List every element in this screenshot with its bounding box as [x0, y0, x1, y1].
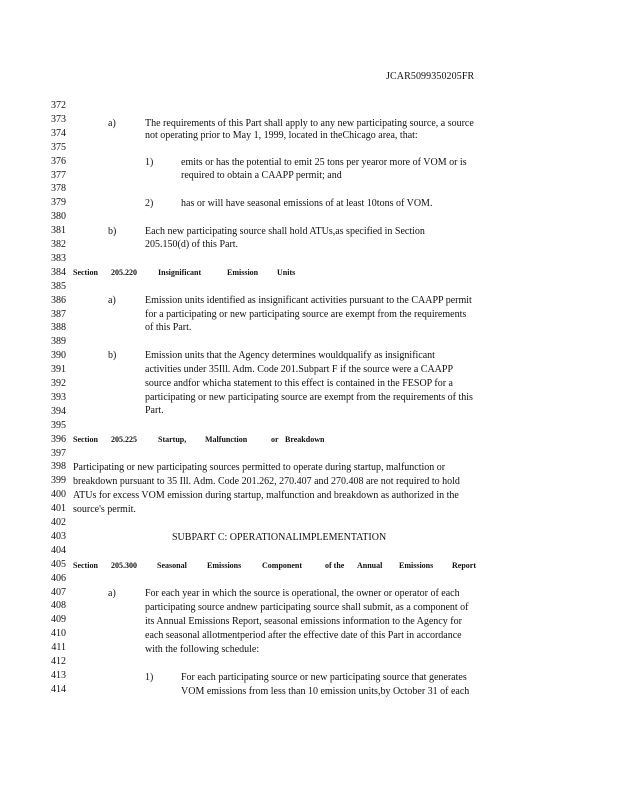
item-marker: b) [108, 226, 117, 237]
item-marker: a) [108, 588, 116, 599]
line-number: 400 [51, 489, 66, 501]
paragraph-line: of this Part. [145, 322, 192, 333]
line-number: 394 [51, 405, 66, 417]
section-title-word: Seasonal [157, 561, 187, 570]
line-number: 381 [51, 225, 66, 237]
section-title-word: Emission [227, 268, 259, 277]
section-title-word: of the [325, 561, 345, 570]
line-number: 412 [51, 656, 66, 667]
paragraph-line: 205.150(d) of this Part. [145, 239, 239, 250]
line-number: 385 [51, 280, 66, 292]
line-number: 393 [51, 391, 66, 403]
line-number: 376 [51, 155, 66, 167]
paragraph-line: The requirements of this Part shall apply to any new participating source, a source [145, 118, 474, 129]
line-number: 387 [51, 308, 66, 320]
paragraph-line: Participating or new participating sources permitted to operate during startup, malfunction or [73, 462, 446, 473]
paragraph-line: source andfor whicha statement to this effect is contained in the FESOP for a [145, 378, 453, 389]
section-title-word: Emissions [207, 561, 242, 570]
line-number: 388 [51, 322, 66, 334]
line-number: 405 [51, 558, 66, 570]
line-number: 391 [51, 364, 66, 376]
paragraph-line: for a participating or new participating source are exempt from the requirements [145, 309, 467, 320]
paragraph-line: participating or new participating source are exempt from the requirements of this [145, 392, 473, 403]
line-number: 401 [51, 503, 66, 515]
line-number: 403 [51, 530, 66, 542]
paragraph-line: activities under 35Ill. Adm. Code 201.Subpart F if the source were a CAAPP [145, 364, 454, 375]
item-marker: 1) [145, 157, 154, 168]
paragraph-line: participating source andnew participating source shall submit, as a component of [145, 602, 469, 613]
section-title-word: Report [452, 561, 476, 570]
paragraph-line: For each year in which the source is operational, the owner or operator of each [145, 588, 460, 599]
line-number: 380 [51, 211, 66, 223]
paragraph-line: each seasonal allotmentperiod after the effective date of this Part in accordance [145, 630, 462, 641]
paragraph-line: with the following schedule: [145, 644, 260, 655]
line-number: 374 [51, 127, 66, 139]
section-title-word: Startup, [158, 435, 187, 444]
paragraph-line: required to obtain a CAAPP permit; and [181, 170, 342, 181]
paragraph-line: For each participating source or new participating source that generates [181, 672, 467, 683]
item-marker: 2) [145, 198, 154, 209]
line-number: 410 [51, 628, 66, 640]
line-number: 404 [51, 544, 66, 556]
line-number: 382 [51, 239, 66, 250]
line-number: 411 [51, 642, 66, 654]
section-title-word: Annual [357, 561, 383, 570]
line-number: 397 [51, 447, 66, 459]
line-number: 407 [51, 586, 66, 598]
line-number: 383 [51, 252, 66, 264]
line-number: 386 [51, 294, 66, 306]
line-number: 392 [51, 378, 66, 389]
line-number: 409 [51, 614, 66, 626]
document-id-header: JCAR5099350205FR [386, 71, 475, 82]
line-number: 379 [51, 197, 66, 209]
section-word: Section [73, 435, 98, 444]
line-number: 408 [51, 600, 66, 612]
section-title-word: Component [262, 561, 303, 570]
paragraph-line: Part. [145, 405, 164, 416]
section-word: Section [73, 561, 98, 570]
section-title-word: Breakdown [285, 435, 325, 444]
paragraph-line: source's permit. [73, 504, 136, 515]
line-number: 375 [51, 141, 66, 153]
section-title-word: Emissions [399, 561, 434, 570]
section-word: Section [73, 268, 98, 277]
line-number: 373 [51, 113, 66, 125]
item-marker: 1) [145, 672, 154, 683]
paragraph-line: breakdown pursuant to 35 Ill. Adm. Code 201.262, 270.407 and 270.408 are not required to hold [73, 476, 460, 487]
paragraph-line: VOM emissions from less than 10 emission units,by October 31 of each [181, 686, 470, 697]
line-number: 406 [51, 572, 66, 584]
line-number: 396 [51, 433, 66, 445]
line-number: 390 [51, 350, 66, 362]
section-title-word: or [271, 435, 279, 444]
line-number: 377 [51, 169, 66, 181]
paragraph-line: not operating prior to May 1, 1999, located in theChicago area, that: [145, 130, 418, 141]
paragraph-line: its Annual Emissions Report, seasonal emissions information to the Agency for [145, 616, 462, 627]
paragraph-line: ATUs for excess VOM emission during startup, malfunction and breakdown as authorized in the [73, 490, 459, 501]
section-number: 205.300 [111, 561, 137, 570]
item-marker: a) [108, 295, 116, 306]
item-marker: a) [108, 118, 116, 129]
line-number: 402 [51, 517, 66, 528]
line-number: 384 [51, 266, 66, 278]
line-number: 399 [51, 475, 66, 487]
paragraph-line: Emission units that the Agency determines wouldqualify as insignificant [145, 350, 435, 361]
section-title-word: Malfunction [205, 435, 248, 444]
paragraph-line: has or will have seasonal emissions of at least 10tons of VOM. [181, 198, 433, 209]
line-number: 378 [51, 183, 66, 195]
item-marker: b) [108, 350, 117, 361]
section-number: 205.225 [111, 435, 137, 444]
line-number: 372 [51, 100, 66, 111]
line-number: 398 [51, 461, 66, 473]
section-title-word: Units [277, 268, 296, 277]
paragraph-line: Emission units identified as insignificant activities pursuant to the CAAPP permit [145, 295, 472, 306]
subpart-heading: SUBPART C: OPERATIONALIMPLEMENTATION [172, 532, 387, 543]
section-title-word: Insignificant [158, 268, 202, 277]
paragraph-line: emits or has the potential to emit 25 tons per yearor more of VOM or is [181, 157, 467, 168]
line-number: 414 [51, 683, 66, 695]
line-number: 389 [51, 336, 66, 348]
line-number: 413 [51, 669, 66, 681]
line-number: 395 [51, 419, 66, 431]
paragraph-line: Each new participating source shall hold ATUs,as specified in Section [145, 226, 425, 237]
section-number: 205.220 [111, 268, 137, 277]
